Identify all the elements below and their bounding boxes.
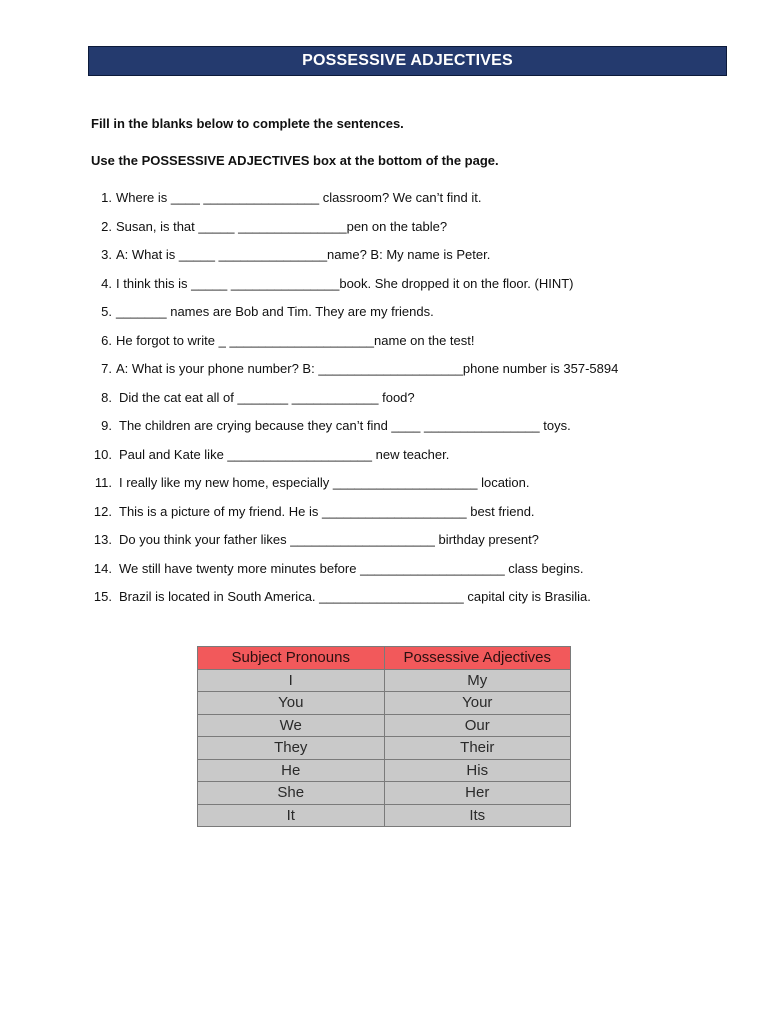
question-number: 10. xyxy=(93,446,112,462)
question-item xyxy=(0,532,768,561)
question-number: 6. xyxy=(101,332,112,348)
question-number: 4. xyxy=(101,275,112,291)
question-number: 3. xyxy=(101,247,112,262)
question-item xyxy=(0,561,768,590)
pronoun-table-container xyxy=(197,646,571,827)
question-text: This is a picture of my friend. He is ____________________ best friend. xyxy=(119,503,535,519)
possessive-adjective-cell: His xyxy=(384,759,571,782)
question-item xyxy=(0,333,768,362)
table-row xyxy=(198,669,571,692)
title-banner xyxy=(88,46,727,76)
question-number: 14. xyxy=(93,560,112,576)
question-item xyxy=(0,304,768,333)
question-text: The children are crying because they can’t find ____ ________________ toys. xyxy=(119,418,571,433)
table-row xyxy=(198,737,571,760)
question-number: 15. xyxy=(93,589,112,604)
page-title: POSSESSIVE ADJECTIVES xyxy=(302,52,513,69)
question-text: Paul and Kate like ____________________ new teacher. xyxy=(119,446,450,462)
table-row xyxy=(198,759,571,782)
possessive-adjective-cell: Our xyxy=(384,714,571,737)
question-number: 9. xyxy=(101,418,112,433)
subject-pronoun-cell: He xyxy=(198,759,385,782)
question-item xyxy=(0,447,768,476)
column-header-subject-pronouns: Subject Pronouns xyxy=(198,647,385,670)
question-item xyxy=(0,475,768,504)
question-text: Brazil is located in South America. ____________________ capital city is Brasilia. xyxy=(119,589,591,604)
table-row xyxy=(198,714,571,737)
question-text: Susan, is that _____ _______________pen on the table? xyxy=(116,218,448,234)
question-number: 5. xyxy=(101,304,112,319)
instruction-use-box: Use the POSSESSIVE ADJECTIVES box at the bottom of the page. xyxy=(91,153,499,168)
subject-pronoun-cell: We xyxy=(198,714,385,737)
possessive-adjective-cell: Your xyxy=(384,692,571,715)
question-item xyxy=(0,390,768,419)
table-row xyxy=(198,804,571,827)
question-item xyxy=(0,219,768,248)
question-text: A: What is your phone number? B: ____________________phone number is 357-5894 xyxy=(116,361,619,376)
question-item xyxy=(0,276,768,305)
possessive-adjective-cell: Her xyxy=(384,782,571,805)
question-item xyxy=(0,361,768,390)
question-list xyxy=(0,190,768,618)
subject-pronoun-cell: It xyxy=(198,804,385,827)
column-header-possessive-adjectives: Possessive Adjectives xyxy=(384,647,571,670)
question-text: We still have twenty more minutes before ____________________ class begins. xyxy=(119,560,584,576)
question-item xyxy=(0,589,768,618)
instruction-fill-blanks: Fill in the blanks below to complete the sentences. xyxy=(91,116,404,131)
table-row xyxy=(198,782,571,805)
question-text: Did the cat eat all of _______ ____________ food? xyxy=(119,389,415,405)
question-number: 8. xyxy=(101,389,112,405)
question-item xyxy=(0,504,768,533)
question-text: I think this is _____ _______________book. She dropped it on the floor. (HINT) xyxy=(116,275,574,291)
subject-pronoun-cell: I xyxy=(198,669,385,692)
question-number: 7. xyxy=(101,361,112,376)
question-number: 2. xyxy=(101,218,112,234)
question-text: He forgot to write _ ____________________name on the test! xyxy=(116,332,475,348)
question-number: 13. xyxy=(93,532,112,547)
pronoun-table xyxy=(197,646,571,827)
question-number: 12. xyxy=(93,503,112,519)
possessive-adjective-cell: Its xyxy=(384,804,571,827)
question-text: Where is ____ ________________ classroom? We can’t find it. xyxy=(116,190,482,205)
possessive-adjective-cell: My xyxy=(384,669,571,692)
question-text: Do you think your father likes ____________________ birthday present? xyxy=(119,532,539,547)
question-item xyxy=(0,190,768,219)
question-text: _______ names are Bob and Tim. They are my friends. xyxy=(116,304,434,319)
subject-pronoun-cell: You xyxy=(198,692,385,715)
question-item xyxy=(0,418,768,447)
question-text: I really like my new home, especially ____________________ location. xyxy=(119,475,530,490)
subject-pronoun-cell: She xyxy=(198,782,385,805)
question-item xyxy=(0,247,768,276)
table-row xyxy=(198,692,571,715)
question-number: 1. xyxy=(101,190,112,205)
question-number: 11. xyxy=(94,475,112,490)
possessive-adjective-cell: Their xyxy=(384,737,571,760)
table-header-row xyxy=(198,647,571,670)
subject-pronoun-cell: They xyxy=(198,737,385,760)
question-text: A: What is _____ _______________name? B: My name is Peter. xyxy=(116,247,491,262)
